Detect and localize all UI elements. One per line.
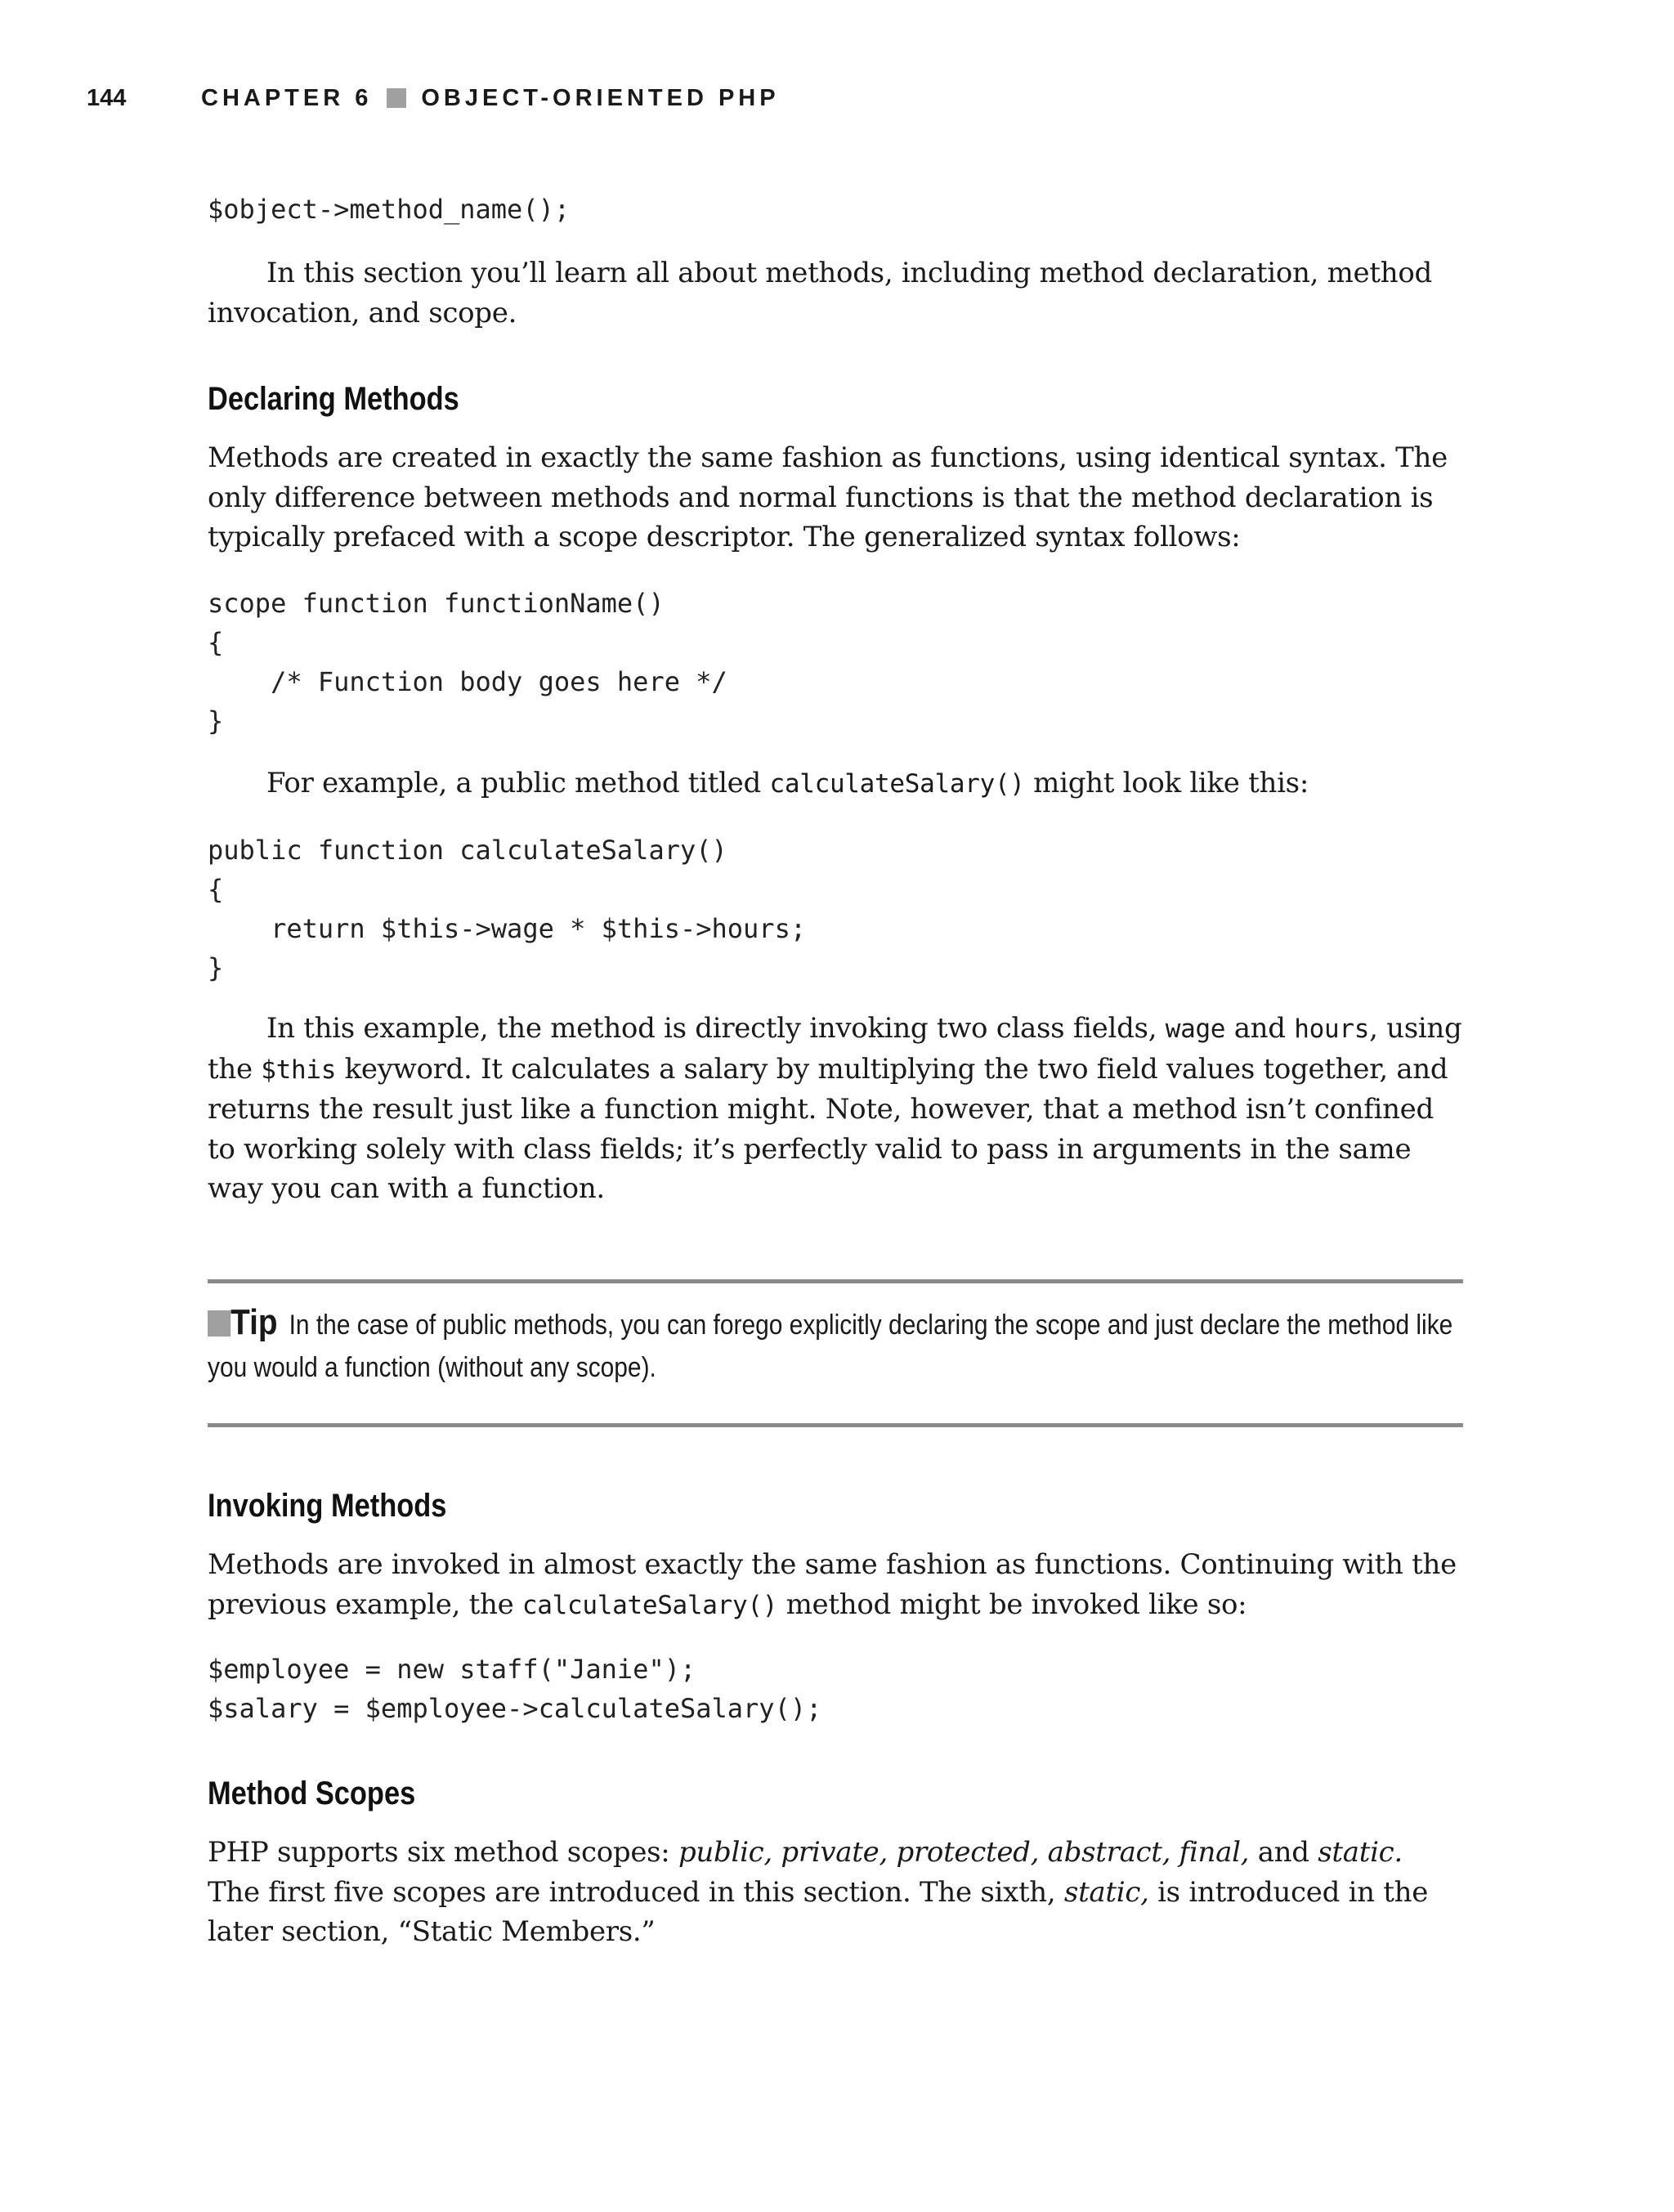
scope-static: static.	[1318, 1836, 1403, 1869]
running-header	[87, 82, 1674, 114]
code-syntax-block: scope function functionName() { /* Function body goes here */ }	[208, 588, 727, 737]
tip-label: Tip	[231, 1302, 278, 1342]
square-bullet-icon	[387, 88, 406, 108]
scopes-text-3: is introduced in the later section, “Static Members.”	[208, 1875, 1429, 1948]
explanation-paragraph	[208, 1009, 1463, 1209]
scope-final: final,	[1179, 1836, 1250, 1869]
explain-text-1: In this example, the method is directly invoking two class fields,	[266, 1012, 1166, 1045]
heading-declaring-methods: Declaring Methods	[208, 381, 459, 417]
code-method-call: $object->method_name();	[208, 194, 571, 225]
tip-text: In the case of public methods, you can forego explicitly declaring the scope and just declare the method like you would a function (without any scope).	[208, 1310, 1453, 1383]
tip-bottom-rule	[208, 1423, 1463, 1427]
invoking-paragraph	[208, 1545, 1463, 1625]
inline-code-hours: hours	[1294, 1014, 1370, 1044]
declaring-paragraph: Methods are created in exactly the same fashion as functions, using identical syntax. The only difference between methods and normal functions is that the method declaration is typically prefaced with a scope descriptor. The generalized syntax follows:	[208, 441, 1448, 553]
scope-abstract: abstract,	[1047, 1836, 1179, 1869]
inline-code-this: $this	[261, 1055, 337, 1085]
scope-static-2: static,	[1063, 1875, 1149, 1909]
tip-box	[208, 1301, 1463, 1389]
example-text-pre: For example, a public method titled	[266, 767, 770, 799]
tip-top-rule	[208, 1279, 1463, 1283]
inline-code-calculate-salary-2: calculateSalary()	[521, 1590, 778, 1620]
scopes-paragraph	[208, 1833, 1463, 1952]
explain-text-2: , using the	[208, 1012, 1462, 1086]
inline-code-calculate-salary: calculateSalary()	[769, 769, 1025, 799]
scope-public: public,	[678, 1836, 781, 1869]
scopes-text-2: The first five scopes are introduced in this section. The sixth,	[208, 1875, 1064, 1909]
inline-code-wage: wage	[1165, 1014, 1226, 1044]
scopes-text-and: and	[1249, 1836, 1318, 1869]
intro-paragraph: In this section you’ll learn all about methods, including method declaration, method invocation, and scope.	[208, 257, 1432, 329]
heading-method-scopes: Method Scopes	[208, 1775, 416, 1811]
scopes-text-1: PHP supports six method scopes:	[208, 1836, 678, 1869]
example-paragraph	[208, 763, 1463, 804]
invoking-text-1: Methods are invoked in almost exactly the same fashion as functions. Continuing with the previous example, the	[208, 1548, 1457, 1621]
heading-invoking-methods: Invoking Methods	[208, 1488, 447, 1524]
page-number: 144	[87, 84, 127, 111]
example-text-post: might look like this:	[1024, 767, 1309, 799]
tip-square-icon	[208, 1310, 231, 1337]
code-example-block: public function calculateSalary() { return $this->wage * $this->hours; }	[208, 835, 807, 983]
explain-text-and: and	[1225, 1012, 1295, 1045]
chapter-title	[201, 85, 780, 112]
invoking-text-2: method might be invoked like so:	[777, 1587, 1247, 1621]
code-invoke-block: $employee = new staff("Janie"); $salary = $employee->calculateSalary();	[208, 1654, 822, 1724]
scope-protected: protected,	[896, 1836, 1048, 1869]
chapter-label: CHAPTER 6	[201, 84, 373, 111]
explain-text-3: keyword. It calculates a salary by multiplying the two field values together, and returns the result just like a function might. Note, however, that a method isn’t confined to working solely with class fields; it’s perfectly valid to pass in arguments in the same way you can with a function.	[208, 1052, 1448, 1205]
scope-private: private,	[781, 1836, 897, 1869]
chapter-section: OBJECT-ORIENTED PHP	[421, 84, 780, 111]
